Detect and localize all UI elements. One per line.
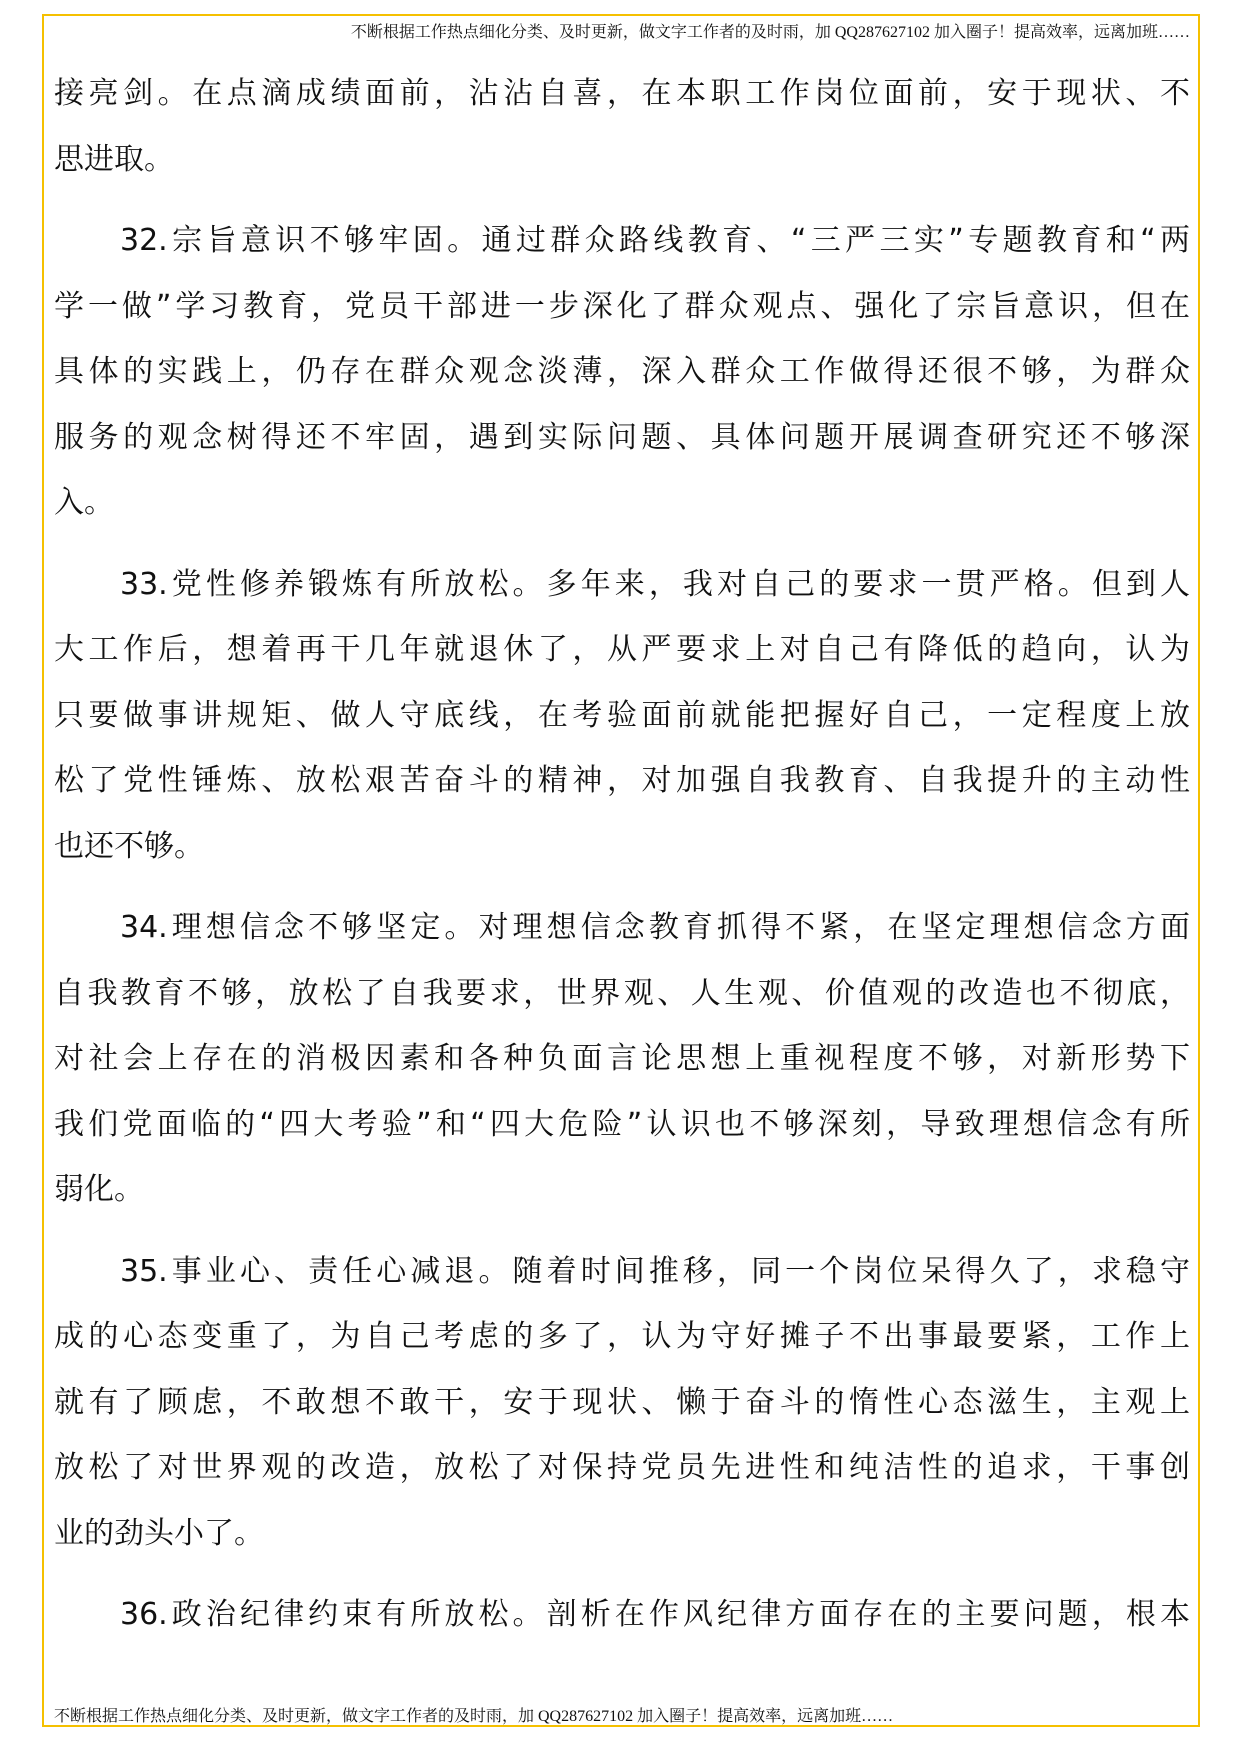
document-body bbox=[54, 72, 1190, 1675]
text-line: 对社会上存在的消极因素和各种负面言论思想上重视程度不够，对新形势下 bbox=[54, 1041, 1190, 1076]
text-line: 放松了对世界观的改造，放松了对保持党员先进性和纯洁性的追求，干事创 bbox=[54, 1450, 1190, 1485]
text-line: 成的心态变重了，为自己考虑的多了，认为守好摊子不出事最要紧，工作上 bbox=[54, 1319, 1190, 1354]
text-line: 只要做事讲规矩、做人守底线，在考验面前就能把握好自己，一定程度上放 bbox=[54, 697, 1190, 733]
paragraph bbox=[54, 219, 1190, 547]
text-line: 36.政治纪律约束有所放松。剖析在作风纪律方面存在的主要问题，根本 bbox=[120, 1597, 1190, 1632]
text-line: 我们党面临的“四大考验”和“四大危险”认识也不够深刻，导致理想信念有所 bbox=[54, 1106, 1190, 1142]
page-footer: 不断根据工作热点细化分类、及时更新，做文字工作者的及时雨，加 QQ287627102 加入圈子！提高效率，远离加班…… bbox=[54, 1708, 894, 1725]
text-line: 服务的观念树得还不牢固，遇到实际问题、具体问题开展调查研究还不够深 bbox=[54, 419, 1190, 455]
text-line: 自我教育不够，放松了自我要求，世界观、人生观、价值观的改造也不彻底， bbox=[54, 975, 1190, 1011]
text-line: 入。 bbox=[54, 485, 114, 520]
page-header: 不断根据工作热点细化分类、及时更新，做文字工作者的及时雨，加 QQ287627102 加入圈子！提高效率，远离加班…… bbox=[350, 24, 1190, 41]
text-line: 33.党性修养锻炼有所放松。多年来，我对自己的要求一贯严格。但到人 bbox=[120, 566, 1190, 602]
text-line: 也还不够。 bbox=[54, 828, 204, 864]
paragraph bbox=[54, 1250, 1190, 1578]
paragraph bbox=[54, 906, 1190, 1234]
text-line: 思进取。 bbox=[54, 141, 174, 177]
text-line: 大工作后，想着再干几年就退休了，从严要求上对自己有降低的趋向，认为 bbox=[54, 632, 1190, 667]
paragraph bbox=[54, 1593, 1190, 1659]
text-line: 34.理想信念不够坚定。对理想信念教育抓得不紧，在坚定理想信念方面 bbox=[120, 910, 1190, 945]
text-line: 业的劲头小了。 bbox=[54, 1515, 264, 1551]
text-line: 具体的实践上，仍存在群众观念淡薄，深入群众工作做得还很不够，为群众 bbox=[54, 354, 1190, 389]
text-line: 学一做”学习教育，党员干部进一步深化了群众观点、强化了宗旨意识，但在 bbox=[54, 288, 1190, 324]
text-line: 32.宗旨意识不够牢固。通过群众路线教育、“三严三实”专题教育和“两 bbox=[120, 223, 1190, 258]
text-line: 松了党性锤炼、放松艰苦奋斗的精神，对加强自我教育、自我提升的主动性 bbox=[54, 763, 1190, 798]
paragraph bbox=[54, 72, 1190, 203]
paragraph bbox=[54, 563, 1190, 891]
text-line: 接亮剑。在点滴成绩面前，沾沾自喜，在本职工作岗位面前，安于现状、不 bbox=[54, 76, 1190, 111]
text-line: 就有了顾虑，不敢想不敢干，安于现状、懒于奋斗的惰性心态滋生，主观上 bbox=[54, 1384, 1190, 1420]
text-line: 35.事业心、责任心减退。随着时间推移，同一个岗位呆得久了，求稳守 bbox=[120, 1253, 1190, 1289]
text-line: 弱化。 bbox=[54, 1172, 144, 1207]
